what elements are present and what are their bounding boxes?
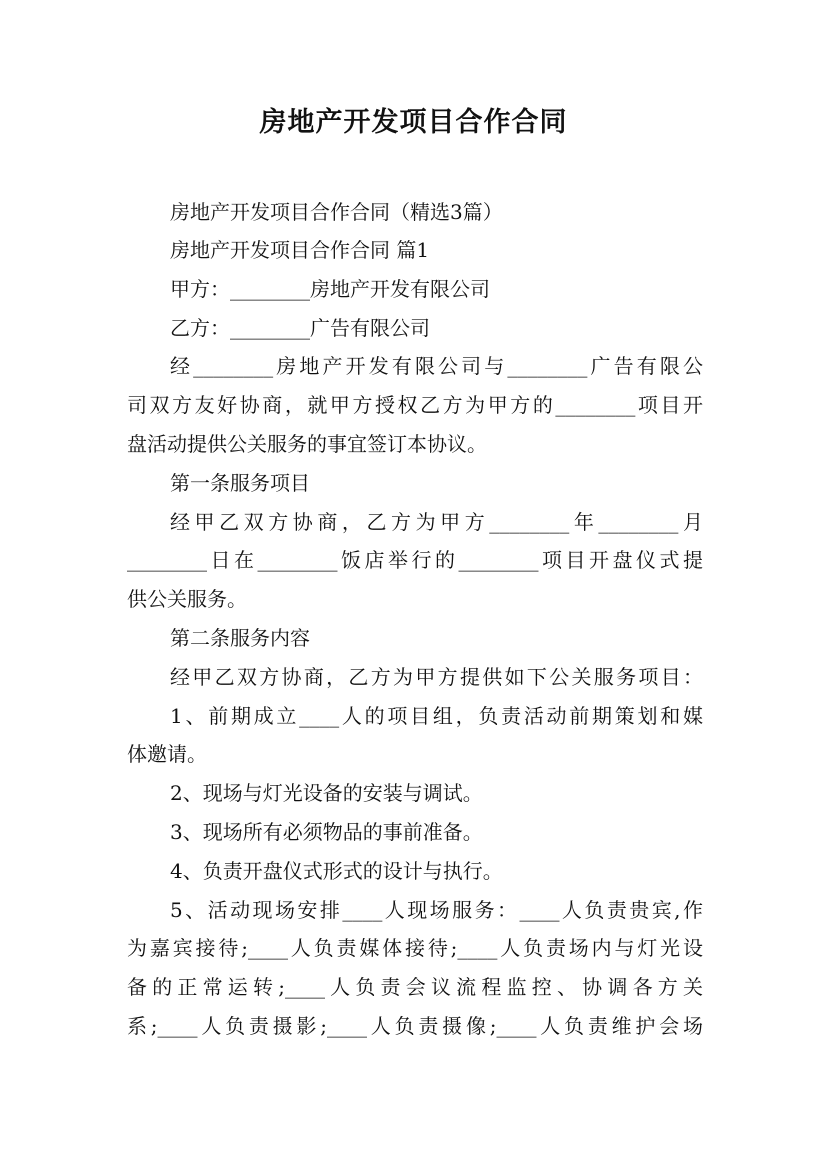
- document-title: 房地产开发项目合作合同: [259, 107, 568, 138]
- paragraph-line: 司双方友好协商，就甲方授权乙方为甲方的________项目开: [127, 393, 703, 417]
- paragraph-line: ________日在________饭店举行的________项目开盘仪式提: [127, 548, 703, 572]
- party-a-line: 甲方：________房地产开发有限公司: [170, 277, 490, 301]
- doc-subtitle: 房地产开发项目合作合同（精选3篇）: [170, 200, 503, 224]
- list-item-line: 体邀请。: [127, 742, 207, 766]
- list-item-line: 1、前期成立____人的项目组，负责活动前期策划和媒: [170, 704, 703, 728]
- article-heading: 第一条服务项目: [170, 471, 310, 495]
- list-item-line: 3、现场所有必须物品的事前准备。: [170, 820, 483, 844]
- article-heading: 第二条服务内容: [170, 626, 310, 650]
- section-heading: 房地产开发项目合作合同 篇1: [170, 238, 430, 262]
- list-item-line: 系;____人负责摄影;____人负责摄像;____人负责维护会场: [127, 1014, 703, 1038]
- list-item-line: 5、活动现场安排____人现场服务：____人负责贵宾,作: [170, 898, 703, 922]
- list-item-line: 2、现场与灯光设备的安装与调试。: [170, 781, 483, 805]
- list-item-line: 备的正常运转;____人负责会议流程监控、协调各方关: [127, 975, 703, 999]
- list-item-line: 4、负责开盘仪式形式的设计与执行。: [170, 859, 503, 883]
- paragraph-line: 经甲乙双方协商，乙方为甲方提供如下公关服务项目：: [170, 665, 703, 689]
- paragraph-line: 经________房地产开发有限公司与________广告有限公: [170, 354, 703, 378]
- party-b-line: 乙方：________广告有限公司: [170, 316, 430, 340]
- list-item-line: 为嘉宾接待;____人负责媒体接待;____人负责场内与灯光设: [127, 936, 703, 960]
- paragraph-line: 经甲乙双方协商，乙方为甲方________年________月: [170, 510, 703, 534]
- paragraph-line: 盘活动提供公关服务的事宜签订本协议。: [127, 432, 487, 456]
- paragraph-line: 供公关服务。: [127, 587, 247, 611]
